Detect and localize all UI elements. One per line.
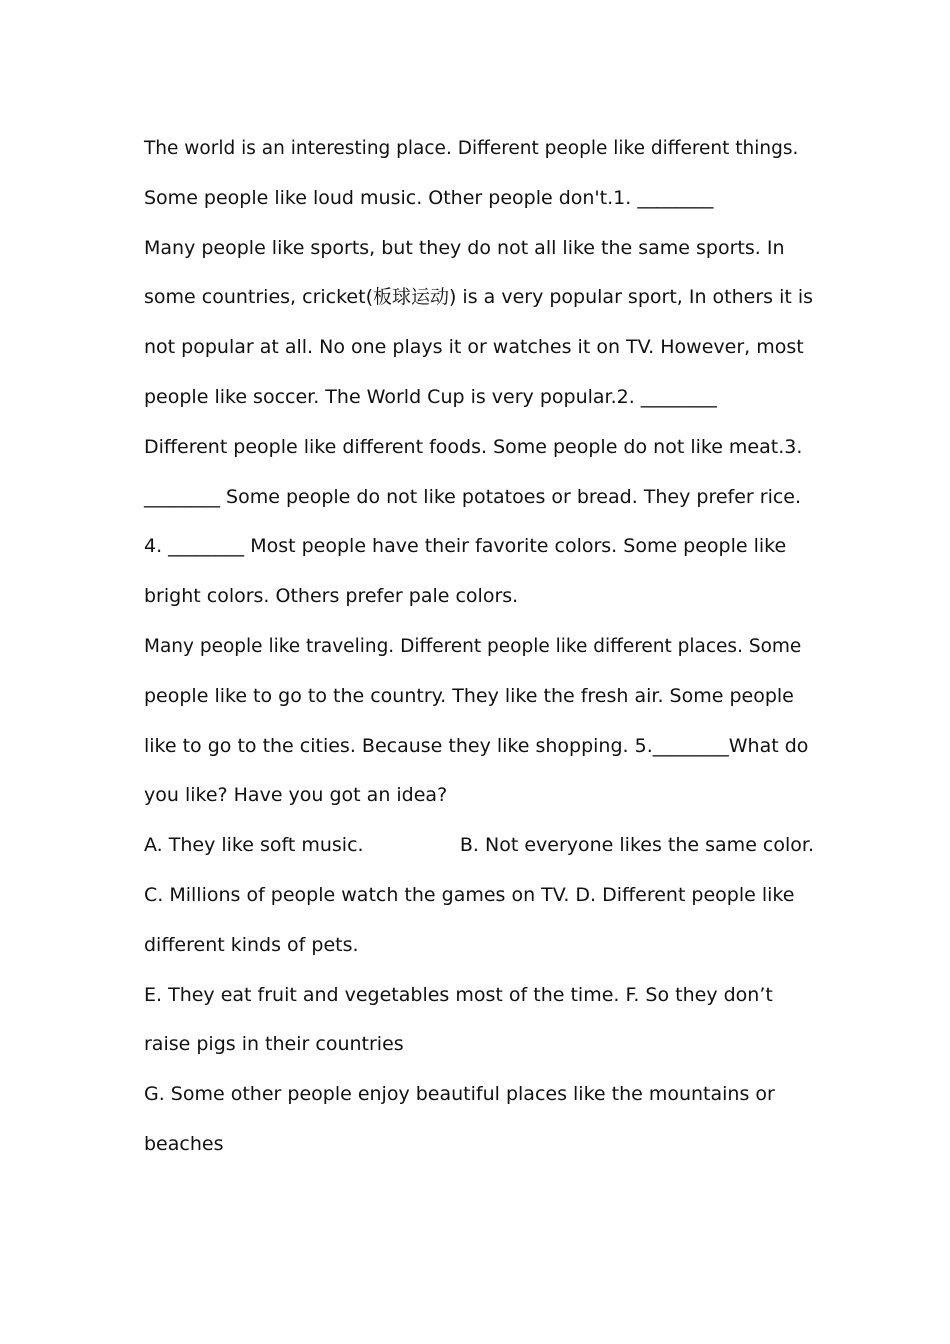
option-b: B. Not everyone likes the same color. — [459, 834, 814, 857]
reading-passage — [144, 124, 814, 1170]
passage-line-7: Different people like different foods. Some people do not like meat.3. — [144, 435, 803, 458]
options-row-ab — [144, 821, 814, 871]
options-cd-line-1: C. Millions of people watch the games on TV. D. Different people like — [144, 883, 795, 906]
passage-line-2: Some people like loud music. Other people don't.1. ________ — [144, 186, 714, 209]
option-g-line-1: G. Some other people enjoy beautiful places like the mountains or — [144, 1083, 775, 1106]
options-cd-line-2: different kinds of pets. — [144, 933, 359, 956]
passage-line-8: ________ Some people do not like potatoes or bread. They prefer rice. — [144, 485, 802, 508]
passage-line-6: people like soccer. The World Cup is very popular.2. ________ — [144, 385, 717, 408]
options-ef-line-2: raise pigs in their countries — [144, 1033, 404, 1056]
options-ef-line-1: E. They eat fruit and vegetables most of the time. F. So they don’t — [144, 983, 773, 1006]
passage-line-4: some countries, cricket(板球运动) is a very popular sport, In others it is — [144, 286, 814, 309]
passage-line-11: Many people like traveling. Different people like different places. Some — [144, 635, 802, 657]
passage-line-14: you like? Have you got an idea? — [144, 784, 448, 807]
passage-line-12: people like to go to the country. They like the fresh air. Some people — [144, 684, 794, 707]
passage-line-3: Many people like sports, but they do not all like the same sports. In — [144, 236, 785, 259]
passage-line-13: like to go to the cities. Because they like shopping. 5.________What do — [144, 734, 809, 757]
passage-line-1: The world is an interesting place. Different people like different things. — [144, 138, 799, 159]
passage-line-5: not popular at all. No one plays it or watches it on TV. However, most — [144, 336, 804, 359]
passage-line-10: bright colors. Others prefer pale colors. — [144, 585, 519, 608]
option-g-line-2: beaches — [144, 1132, 224, 1155]
passage-line-9: 4. ________ Most people have their favorite colors. Some people like — [144, 535, 787, 558]
option-a: A. They like soft music. — [144, 834, 364, 857]
